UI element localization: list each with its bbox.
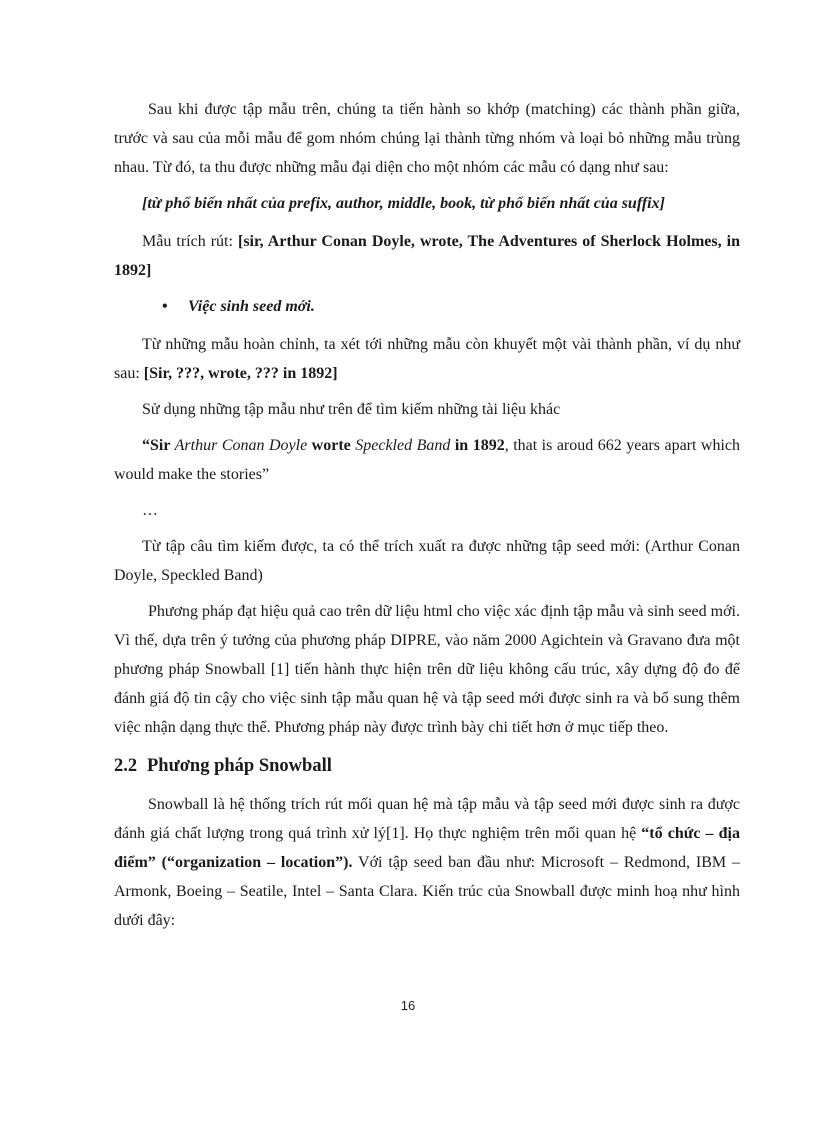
bullet-icon: • xyxy=(162,298,168,315)
quote-italic-book: Speckled Band xyxy=(355,437,451,454)
quote-example xyxy=(114,431,740,489)
section-number: 2.2 xyxy=(114,756,138,776)
paragraph-text: Từ những mẫu hoàn chỉnh, ta xét tới những mẫu còn khuyết một vài thành phần, ví dụ như sau: xyxy=(114,336,740,382)
ellipsis: … xyxy=(142,502,158,519)
section-title: Phương pháp Snowball xyxy=(147,756,332,776)
pattern-example xyxy=(114,227,740,285)
snowball-text-end: Với tập seed ban đầu như: Microsoft – Redmond, IBM – Armonk, Boeing – Seatile, Intel – Santa Clara. Kiến trúc của Snowball được minh hoạ như hình dưới đây: xyxy=(114,854,740,929)
paragraph-incomplete-patterns xyxy=(114,330,740,388)
bullet-item xyxy=(114,292,740,321)
quote-bold-2: worte xyxy=(307,437,356,454)
page-number: 16 xyxy=(400,998,416,1013)
section-heading xyxy=(114,752,740,780)
quote-bold-1: “Sir xyxy=(142,437,175,454)
incomplete-pattern: [Sir, ???, wrote, ??? in 1892] xyxy=(143,365,338,382)
paragraph-new-seeds: Từ tập câu tìm kiếm được, ta có thể trích xuất ra được những tập seed mới: (Arthur Conan Doyle, Speckled Band) xyxy=(114,538,740,584)
bullet-heading: Việc sinh seed mới. xyxy=(188,298,315,315)
paragraph-snowball-description xyxy=(114,790,740,935)
quote-rest: , that is aroud 662 years apart which would make the stories” xyxy=(114,437,741,483)
relation-example: “tổ chức – địa điểm” (“organization – location”). xyxy=(114,825,740,871)
paragraph-grouping: Sau khi được tập mẫu trên, chúng ta tiến hành so khớp (matching) các thành phần giữa, trước và sau của mỗi mẫu để gom nhóm chúng lại thành từng nhóm và loại bỏ những mẫu trùng nhau. Từ đó, ta thu được những mẫu đại diện cho một nhóm các mẫu có dạng như sau: xyxy=(114,101,740,176)
example-label: Mẫu trích rút: xyxy=(142,233,238,250)
quote-bold-3: in 1892 xyxy=(450,437,505,454)
paragraph-snowball-intro: Phương pháp đạt hiệu quả cao trên dữ liệu html cho việc xác định tập mẫu và sinh seed mới. Vì thế, dựa trên ý tưởng của phương pháp DIPRE, vào năm 2000 Agichtein và Gravano đưa một phương pháp Snowball [1] tiến hành thực hiện trên dữ liệu không cấu trúc, xây dựng độ đo để đánh giá độ tin cậy cho việc sinh tập mẫu quan hệ và tập seed mới được sinh ra và bổ sung thêm việc nhận dạng thực thể. Phương pháp này được trình bày chi tiết hơn ở mục tiếp theo. xyxy=(114,603,740,736)
snowball-text-start: Snowball là hệ thống trích rút mối quan hệ mà tập mẫu và tập seed mới được sinh ra được đánh giá chất lượng trong quá trình xử lý[1]. Họ thực nghiệm trên mối quan hệ xyxy=(114,796,740,842)
example-value: [sir, Arthur Conan Doyle, wrote, The Adventures of Sherlock Holmes, in 1892] xyxy=(114,233,740,279)
document-page xyxy=(114,95,740,942)
pattern-template: [từ phổ biến nhất của prefix, author, middle, book, từ phổ biến nhất của suffix] xyxy=(142,195,665,212)
paragraph-search-usage: Sử dụng những tập mẫu như trên để tìm kiếm những tài liệu khác xyxy=(142,401,561,418)
quote-italic-author: Arthur Conan Doyle xyxy=(174,437,308,454)
